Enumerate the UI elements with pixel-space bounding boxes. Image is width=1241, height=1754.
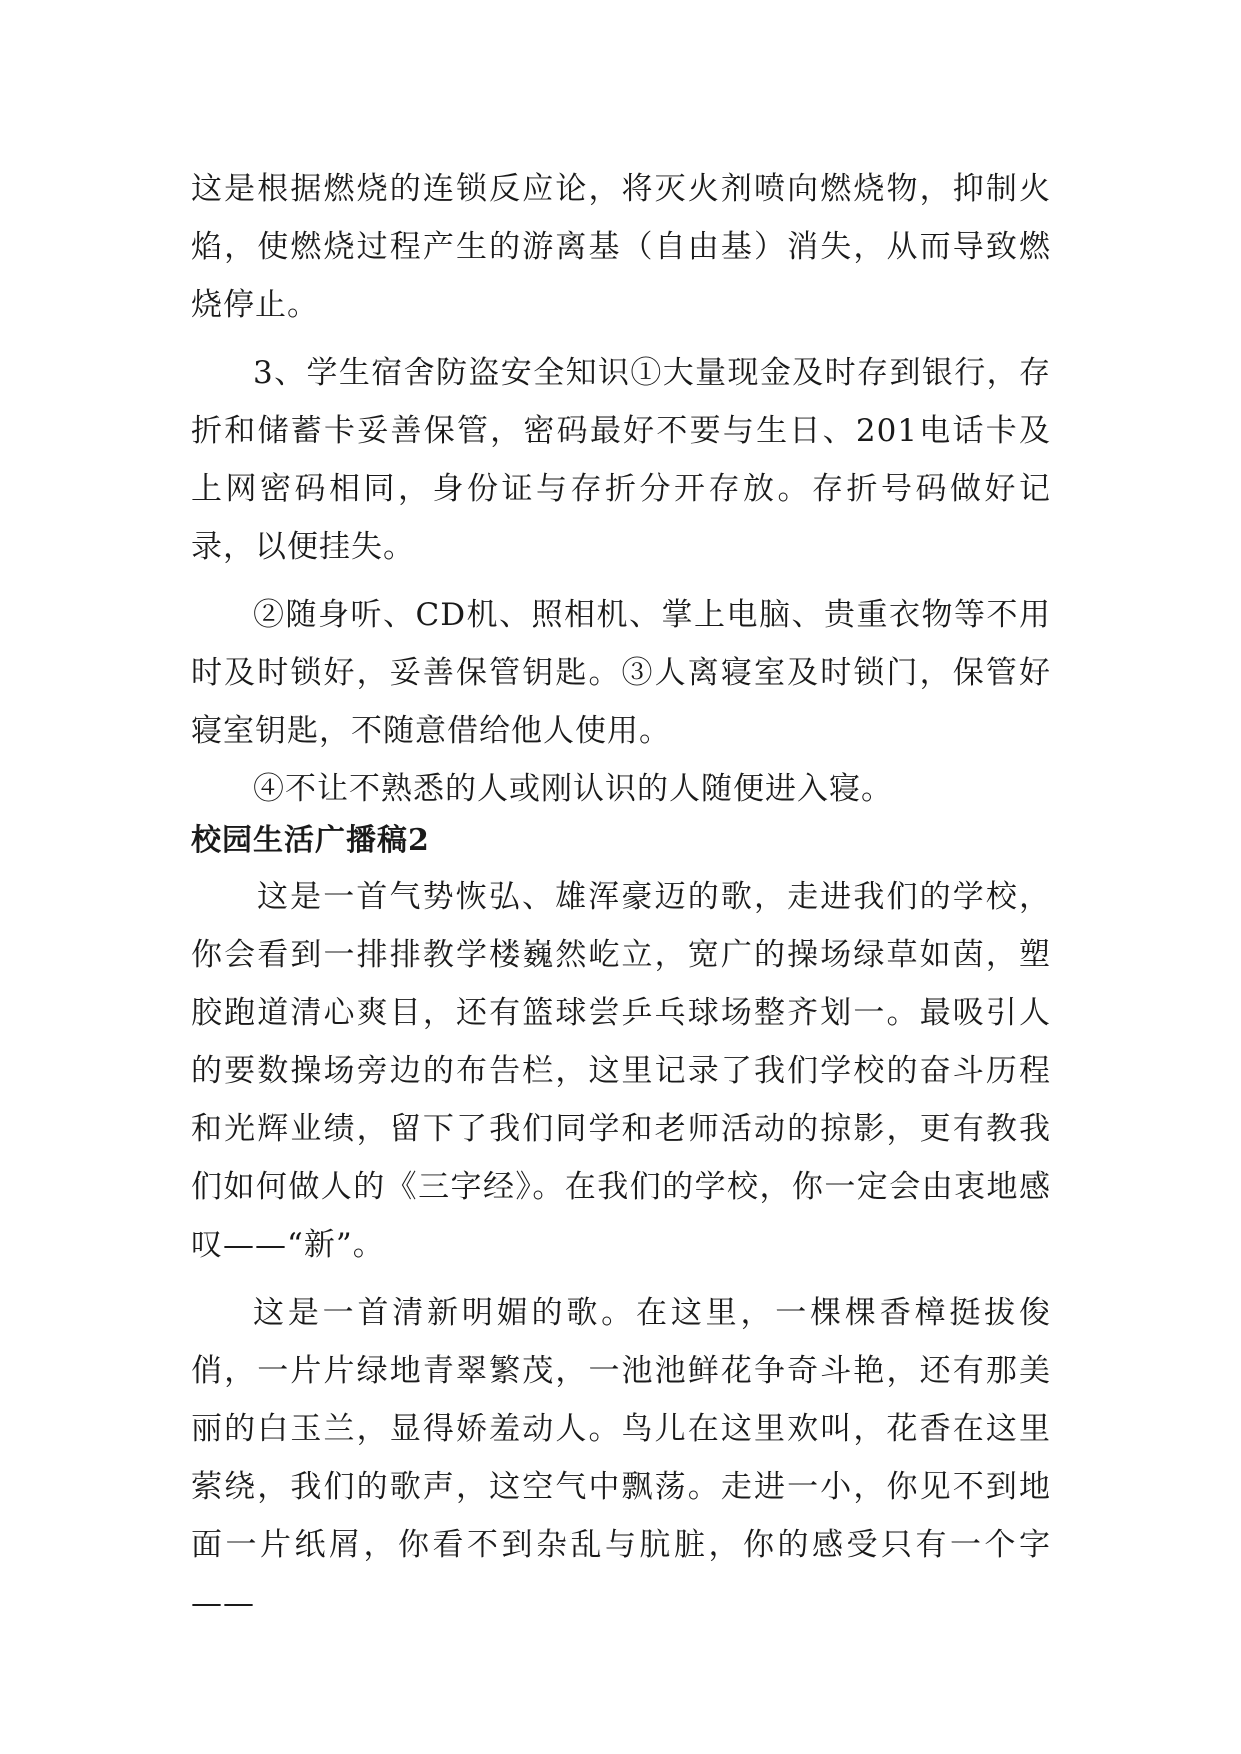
paragraph-school-new: 这是一首气势恢弘、雄浑豪迈的歌，走进我们的学校，你会看到一排排教学楼巍然屹立，宽广的操场绿草如茵，塑胶跑道清心爽目，还有篮球尝乒乓球场整齐划一。最吸引人的要数操场旁边的布告栏，这里记录了我们学校的奋斗历程和光辉业绩，留下了我们同学和老师活动的掠影，更有教我们如何做人的《三字经》。在我们的学校，你一定会由衷地感叹——“新”。 <box>191 879 1051 1263</box>
section-heading: 校园生活广播稿2 <box>191 823 430 858</box>
paragraph-strangers: ④不让不熟悉的人或刚认识的人随便进入寝。 <box>253 771 893 807</box>
paragraph-school-fresh: 这是一首清新明媚的歌。在这里，一棵棵香樟挺拔俊俏，一片片绿地青翠繁茂，一池池鲜花争奇斗艳，还有那美丽的白玉兰，显得娇羞动人。鸟儿在这里欢叫，花香在这里萦绕，我们的歌声，这空气中飘荡。走进一小，你见不到地面一片纸屑，你看不到杂乱与肮脏，你的感受只有一个字—— <box>191 1295 1051 1621</box>
paragraph-dorm-theft-safety: 3、学生宿舍防盗安全知识①大量现金及时存到银行，存折和储蓄卡妥善保管，密码最好不要与生日、201电话卡及上网密码相同，身份证与存折分开存放。存折号码做好记录，以便挂失。 <box>191 355 1051 565</box>
paragraph-valuables-lock: ②随身听、CD机、照相机、掌上电脑、贵重衣物等不用时及时锁好，妥善保管钥匙。③人离寝室及时锁门，保管好寝室钥匙，不随意借给他人使用。 <box>191 597 1051 749</box>
document-body <box>191 160 1051 1632</box>
paragraph-fire-suppression: 这是根据燃烧的连锁反应论，将灭火剂喷向燃烧物，抑制火焰，使燃烧过程产生的游离基（自由基）消失，从而导致燃烧停止。 <box>191 171 1051 323</box>
